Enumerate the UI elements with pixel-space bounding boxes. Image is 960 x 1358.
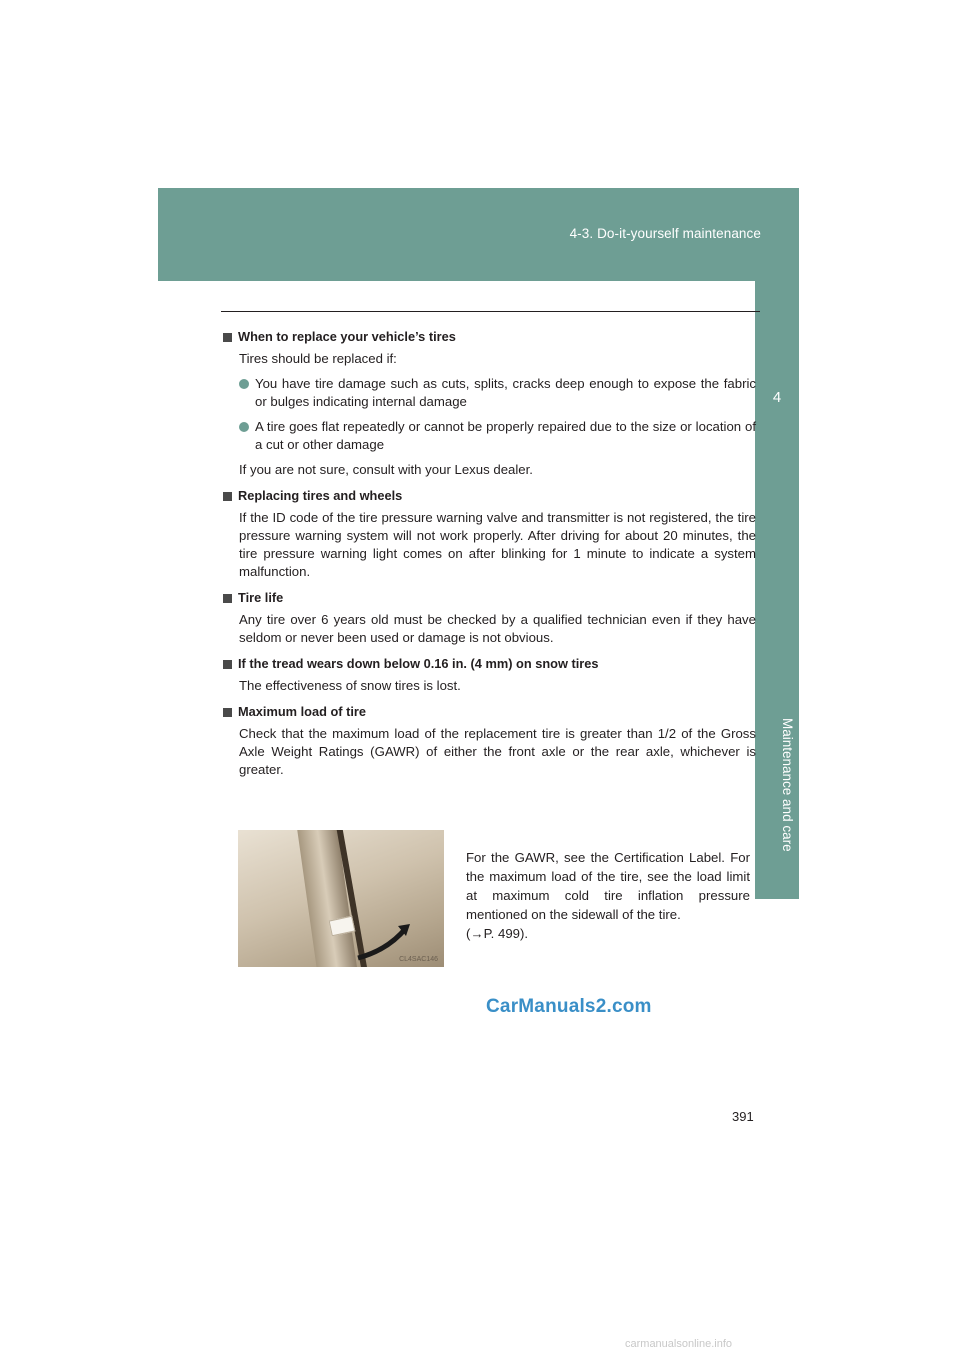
square-bullet-icon (223, 660, 232, 669)
square-bullet-icon (223, 594, 232, 603)
paragraph: If the ID code of the tire pressure warning valve and transmitter is not registered, the tire pressure warning system will not work properly. After driving for about 20 minutes, the tire pressure warning light comes on after blinking for 1 minute to indicate a system malfunction. (239, 510, 756, 579)
header-band (158, 188, 799, 281)
paragraph: Any tire over 6 years old must be checked by a qualified technician even if they have seldom or never been used or damage is not obvious. (239, 612, 756, 645)
list-item: A tire goes flat repeatedly or cannot be properly repaired due to the size or location of a cut or other damage (223, 418, 756, 454)
section-title: 4-3. Do-it-yourself maintenance (569, 226, 761, 241)
paragraph: Check that the maximum load of the replacement tire is greater than 1/2 of the Gross Axle Weight Ratings (GAWR) of either the front axle or the rear axle, whichever is greater. (239, 726, 756, 777)
circle-bullet-icon (239, 379, 249, 389)
heading-replacing-tires-wheels: Replacing tires and wheels (223, 487, 756, 505)
paragraph: The effectiveness of snow tires is lost. (239, 678, 461, 693)
content (223, 328, 756, 779)
chapter-number: 4 (772, 389, 782, 406)
paragraph: Tires should be replaced if: (239, 351, 397, 366)
top-rule (221, 311, 760, 312)
heading-replace-tires: When to replace your vehicle’s tires (223, 328, 756, 346)
paragraph: If you are not sure, consult with your Lexus dealer. (239, 462, 533, 477)
chapter-label: Maintenance and care (780, 718, 795, 852)
page-number: 391 (732, 1109, 754, 1124)
figure-caption: For the GAWR, see the Certification Label. For the maximum load of the tire, see the load limit at maximum cold tire inflation pressure mentioned on the sidewall of the tire. (→P. 499). (466, 850, 750, 941)
certification-label-photo (238, 830, 444, 967)
watermark-logo: CarManuals2.com (486, 996, 652, 1017)
heading-snow-tires: If the tread wears down below 0.16 in. (4 mm) on snow tires (223, 655, 756, 673)
square-bullet-icon (223, 492, 232, 501)
arrow-icon (238, 830, 444, 967)
heading-tire-life: Tire life (223, 589, 756, 607)
chapter-tab (755, 281, 799, 899)
heading-maximum-load: Maximum load of tire (223, 703, 756, 721)
page-reference-link[interactable]: (→P. 499). (466, 926, 529, 941)
footer-watermark: carmanualsonline.info (625, 1338, 733, 1350)
figure-code: CL4SAC146 (399, 956, 438, 963)
circle-bullet-icon (239, 422, 249, 432)
square-bullet-icon (223, 333, 232, 342)
square-bullet-icon (223, 708, 232, 717)
list-item: You have tire damage such as cuts, splits, cracks deep enough to expose the fabric or bulges indicating internal damage (223, 375, 756, 411)
